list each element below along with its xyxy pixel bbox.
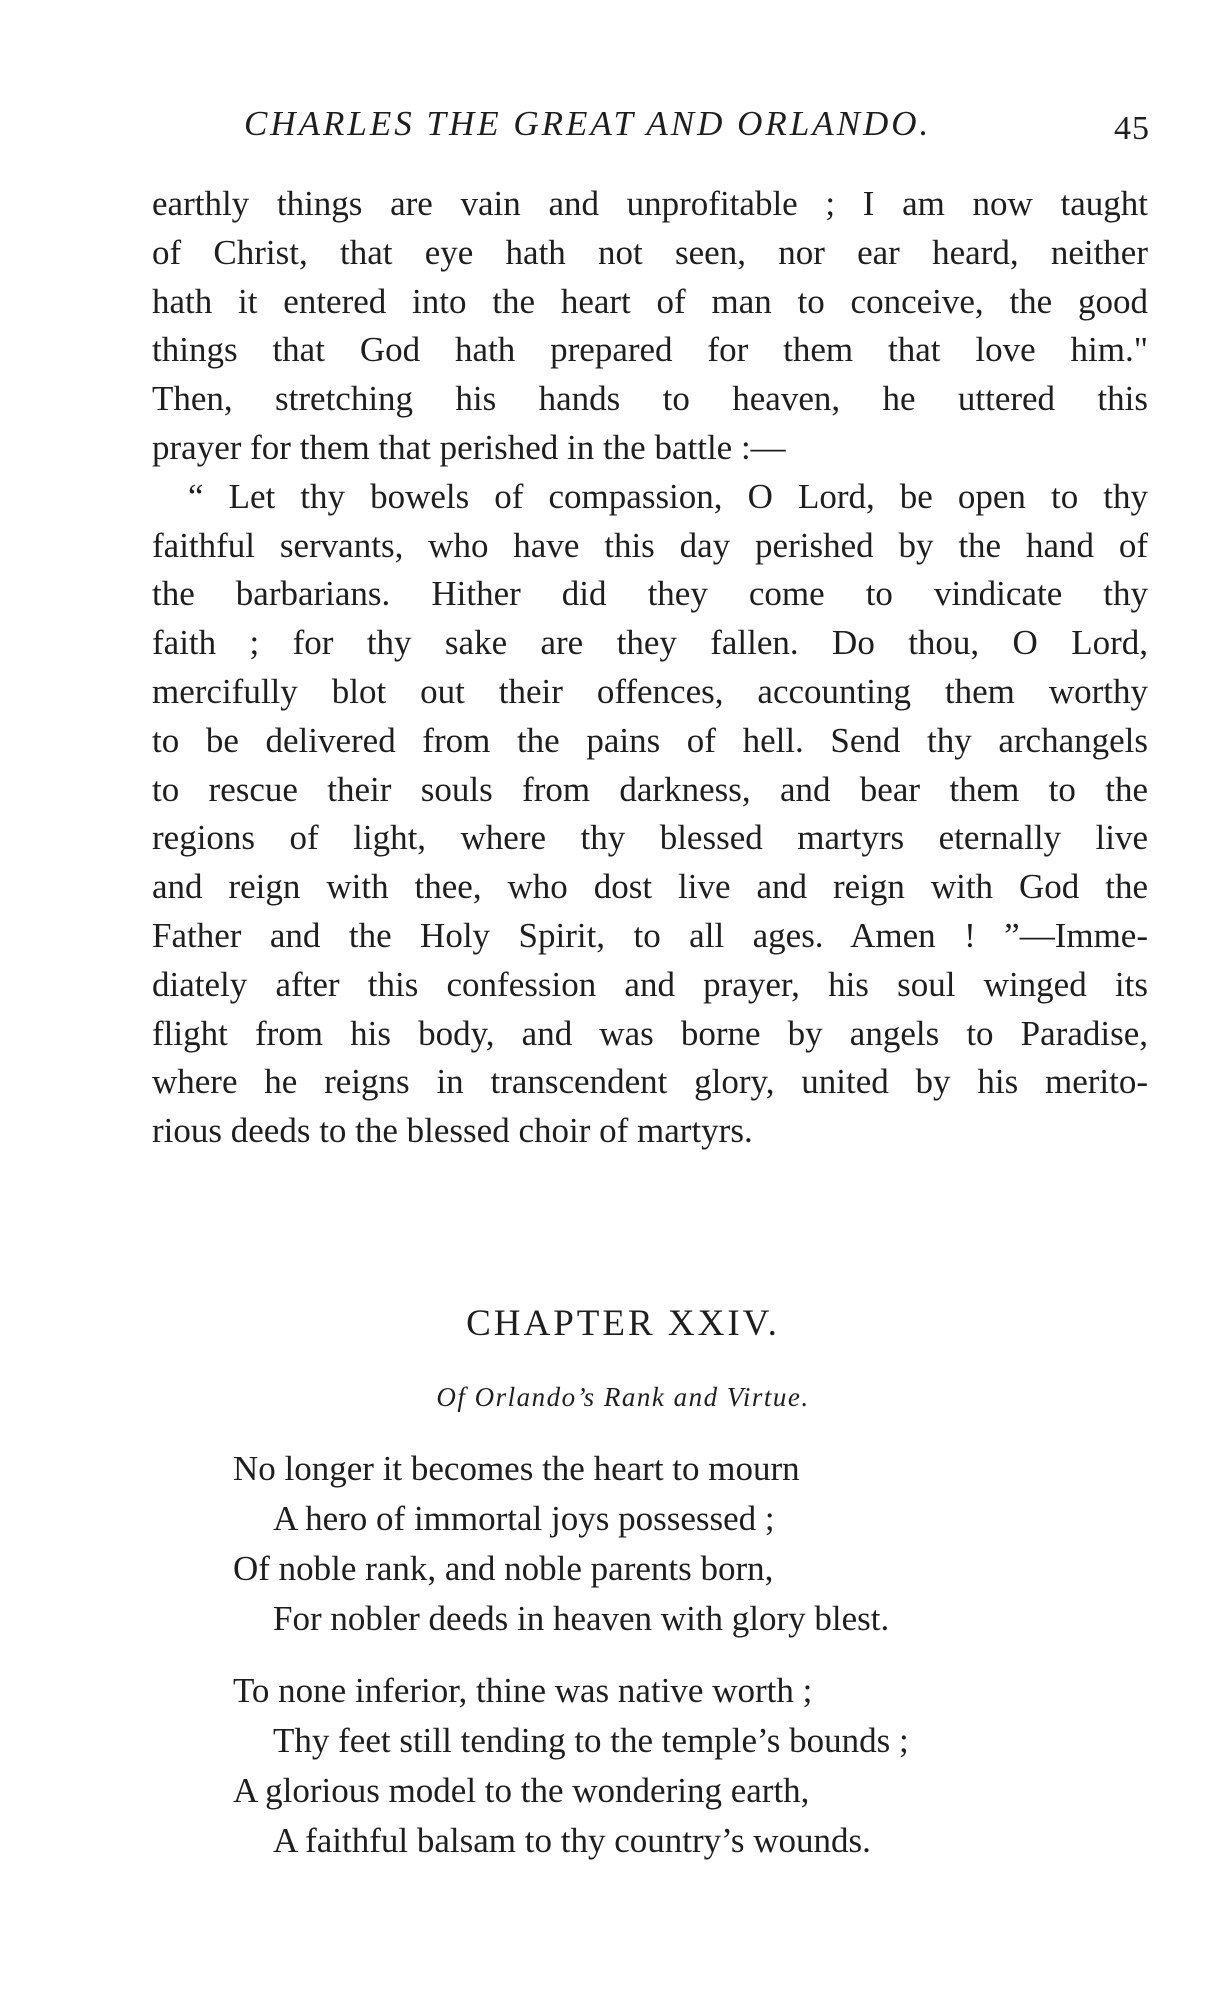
- verse-line: To none inferior, thine was native worth ;: [233, 1671, 813, 1710]
- text-line: the barbarians. Hither did they come to vindicate thy: [152, 574, 1148, 614]
- text-line: of Christ, that eye hath not seen, nor ear heard, neither: [152, 232, 1148, 272]
- page-header: [244, 104, 1164, 154]
- text-line: Then, stretching his hands to heaven, he uttered this: [152, 379, 1148, 419]
- poem-stanza: [233, 1666, 1113, 1866]
- chapter-subtitle: Of Orlando’s Rank and Virtue.: [436, 1382, 810, 1412]
- verse-line: A glorious model to the wondering earth,: [233, 1771, 810, 1810]
- text-line: diately after this confession and prayer, his soul winged its: [152, 964, 1148, 1004]
- verse-line: For nobler deeds in heaven with glory blest.: [273, 1599, 890, 1638]
- verse-line: No longer it becomes the heart to mourn: [233, 1449, 800, 1488]
- text-line: regions of light, where thy blessed martyrs eternally live: [152, 818, 1148, 858]
- text-line: mercifully blot out their offences, accounting them worthy: [152, 671, 1148, 711]
- body-text: [152, 180, 1148, 1156]
- poem-stanza: [233, 1444, 1113, 1644]
- running-head: CHARLES THE GREAT AND ORLANDO.: [244, 104, 932, 143]
- text-line: earthly things are vain and unprofitable ; I am now taught: [152, 184, 1148, 223]
- text-line: flight from his body, and was borne by angels to Paradise,: [152, 1013, 1148, 1053]
- text-line: rious deeds to the blessed choir of martyrs.: [152, 1111, 753, 1151]
- text-line: to be delivered from the pains of hell. Send thy archangels: [152, 720, 1148, 760]
- verse-line: A hero of immortal joys possessed ;: [273, 1499, 775, 1538]
- page-number: 45: [1114, 110, 1150, 147]
- poem: [233, 1444, 1113, 1866]
- text-line: “ Let thy bowels of compassion, O Lord, be open to thy: [188, 476, 1148, 516]
- text-line: prayer for them that perished in the battle :—: [152, 427, 786, 467]
- text-line: faithful servants, who have this day perished by the hand of: [152, 525, 1148, 565]
- text-line: faith ; for thy sake are they fallen. Do thou, O Lord,: [152, 623, 1148, 663]
- verse-line: Thy feet still tending to the temple’s bounds ;: [273, 1721, 909, 1760]
- text-line: Father and the Holy Spirit, to all ages. Amen ! ”—Imme-: [152, 915, 1148, 955]
- text-line: and reign with thee, who dost live and reign with God the: [152, 867, 1148, 907]
- text-line: where he reigns in transcendent glory, united by his merito-: [152, 1062, 1148, 1102]
- verse-line: A faithful balsam to thy country’s wounds.: [273, 1821, 871, 1860]
- verse-line: Of noble rank, and noble parents born,: [233, 1549, 774, 1588]
- text-line: to rescue their souls from darkness, and bear them to the: [152, 769, 1148, 809]
- text-line: things that God hath prepared for them that love him.": [152, 330, 1148, 370]
- chapter-title: CHAPTER XXIV.: [466, 1303, 780, 1344]
- text-line: hath it entered into the heart of man to conceive, the good: [152, 281, 1148, 321]
